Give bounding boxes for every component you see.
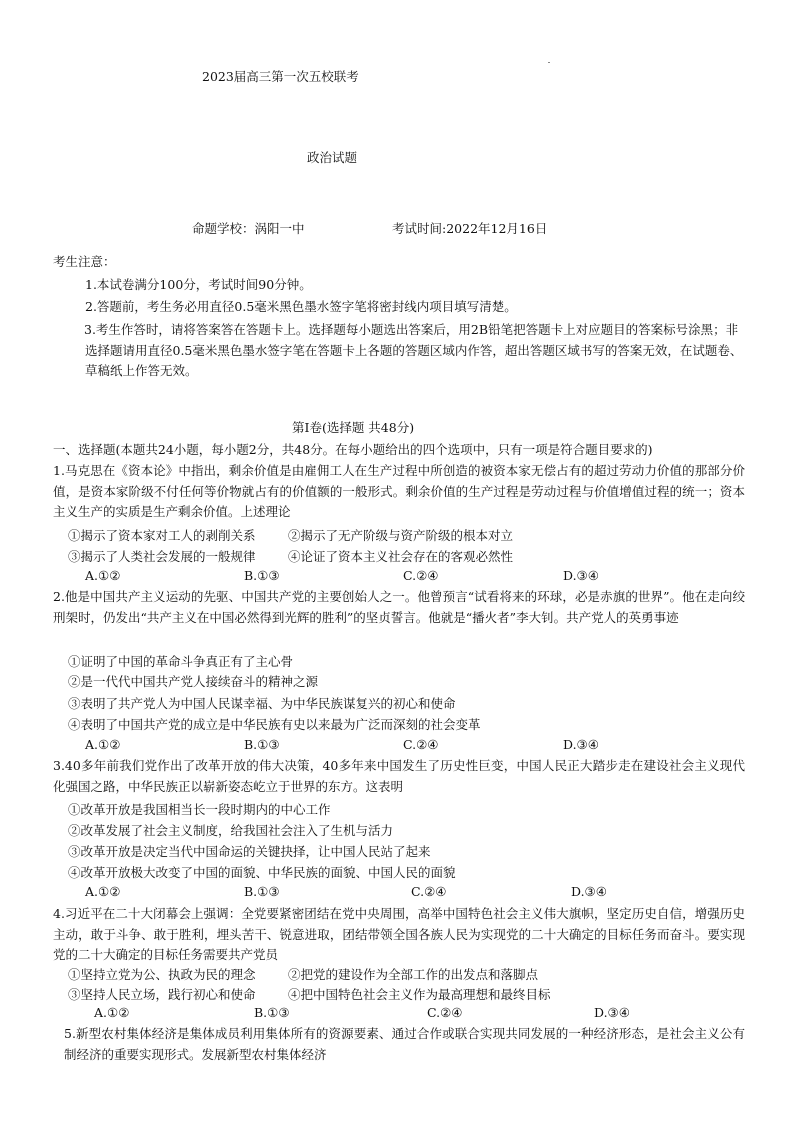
- q4-statement-2: ②把党的建设作为全部工作的出发点和落脚点: [288, 967, 539, 982]
- section-title: 第Ⅰ卷(选择题 共48分): [292, 420, 415, 435]
- q4-statement-1: ①坚持立党为公、执政为民的理念: [68, 967, 256, 982]
- exam-time: 考试时间:2022年12月16日: [392, 221, 548, 236]
- q1-choice-d[interactable]: D.③④: [563, 568, 599, 583]
- q4-statement-3: ③坚持人民立场，践行初心和使命: [68, 987, 256, 1002]
- q1-choice-b[interactable]: B.①③: [244, 568, 280, 583]
- q1-statement-2: ②揭示了无产阶级与资产阶级的根本对立: [288, 528, 514, 543]
- q3-statement-1: ①改革开放是我国相当长一段时期内的中心工作: [68, 802, 331, 817]
- question-3-stem: 3.40多年前我们党作出了改革开放的伟大决策，40多年来中国发生了历史性巨变，中国人民正大踏步走在建设社会主义现代化强国之路，中华民族正以崭新姿态屹立于世界的东方。这表明: [53, 758, 745, 794]
- q2-choice-b[interactable]: B.①③: [244, 737, 280, 752]
- setter-school: 命题学校：涡阳一中: [192, 221, 305, 236]
- notice-title: 考生注意：: [53, 254, 116, 269]
- q3-choice-d[interactable]: D.③④: [571, 884, 607, 899]
- q3-choice-c[interactable]: C.②④: [411, 884, 447, 899]
- section-instruction: 一、选择题(本题共24小题，每小题2分，共48分。在每小题给出的四个选项中，只有一项是符合题目要求的): [53, 442, 653, 457]
- question-4-stem: 4.习近平在二十大闭幕会上强调：全党要紧密团结在党中央周围，高举中国特色社会主义伟大旗帜，坚定历史自信，增强历史主动，敢于斗争、敢于胜利，埋头苦干、锐意进取，团结带领全国各族人民为实现党的二十大确定的目标任务而奋斗。要实现党的二十大确定的目标任务需要共产党员: [53, 906, 745, 962]
- q2-choice-d[interactable]: D.③④: [563, 737, 599, 752]
- q3-statement-2: ②改革发展了社会主义制度，给我国社会注入了生机与活力: [68, 823, 394, 838]
- q3-statement-3: ③改革开放是决定当代中国命运的关键抉择，让中国人民站了起来: [68, 844, 431, 859]
- q1-choice-a[interactable]: A.①②: [85, 568, 121, 583]
- q4-choice-d[interactable]: D.③④: [594, 1005, 630, 1020]
- q1-choice-c[interactable]: C.②④: [403, 568, 439, 583]
- q2-statement-3: ③表明了共产党人为中国人民谋幸福、为中华民族谋复兴的初心和使命: [68, 696, 456, 711]
- subject-title: 政治试题: [307, 150, 358, 165]
- q4-choice-c[interactable]: C.②④: [427, 1005, 463, 1020]
- question-2-stem: 2.他是中国共产主义运动的先驱、中国共产党的主要创始人之一。他曾预言“试看将来的环球，必是赤旗的世界”。他在走向绞刑架时，仍发出“共产主义在中国必然得到光辉的胜利”的坚贞誓言。他就是“播火者”李大钊。共产党人的英勇事迹: [53, 589, 745, 625]
- exam-title: 2023届高三第一次五校联考: [202, 69, 359, 84]
- q2-statement-4: ④表明了中国共产党的成立是中华民族有史以来最为广泛而深刻的社会变革: [68, 717, 481, 732]
- q4-choice-a[interactable]: A.①②: [94, 1005, 130, 1020]
- question-1-stem: 1.马克思在《资本论》中指出，剩余价值是由雇佣工人在生产过程中所创造的被资本家无偿占有的超过劳动力价值的那部分价值，是资本家阶级不付任何等价物就占有的价值额的一般形式。剩余价值的生产过程是劳动过程与价值增值过程的统一；资本主义生产的实质是生产剩余价值。上述理论: [53, 463, 745, 519]
- q3-choice-a[interactable]: A.①②: [85, 884, 121, 899]
- q1-statement-4: ④论证了资本主义社会存在的客观必然性: [288, 549, 514, 564]
- notice-item-1: 1.本试卷满分100分，考试时间90分钟。: [85, 277, 312, 292]
- notice-item-3: 3.考生作答时，请将答案答在答题卡上。选择题每小题选出答案后，用2B铅笔把答题卡上对应题目的答案标号涂黑；非选择题请用直径0.5毫米黑色墨水签字笔在答题卡上各题的答题区域内作答，超出答题区域书写的答案无效，在试题卷、草稿纸上作答无效。: [84, 322, 743, 378]
- scan-speck: [548, 62, 550, 63]
- q3-choice-b[interactable]: B.①③: [244, 884, 280, 899]
- q3-statement-4: ④改革开放极大改变了中国的面貌、中华民族的面貌、中国人民的面貌: [68, 865, 456, 880]
- q1-statement-1: ①揭示了资本家对工人的剥削关系: [68, 528, 256, 543]
- q2-choice-a[interactable]: A.①②: [85, 737, 121, 752]
- q2-statement-1: ①证明了中国的革命斗争真正有了主心骨: [68, 654, 294, 669]
- q4-choice-b[interactable]: B.①③: [254, 1005, 290, 1020]
- notice-item-2: 2.答题前，考生务必用直径0.5毫米黑色墨水签字笔将密封线内项目填写清楚。: [85, 299, 517, 314]
- q2-statement-2: ②是一代代中国共产党人接续奋斗的精神之源: [68, 674, 319, 689]
- q1-statement-3: ③揭示了人类社会发展的一般规律: [68, 549, 256, 564]
- question-5-stem: 5.新型农村集体经济是集体成员利用集体所有的资源要素、通过合作或联合实现共同发展的一种经济形态，是社会主义公有制经济的重要实现形式。发展新型农村集体经济: [64, 1026, 745, 1062]
- q2-choice-c[interactable]: C.②④: [403, 737, 439, 752]
- q4-statement-4: ④把中国特色社会主义作为最高理想和最终目标: [288, 987, 551, 1002]
